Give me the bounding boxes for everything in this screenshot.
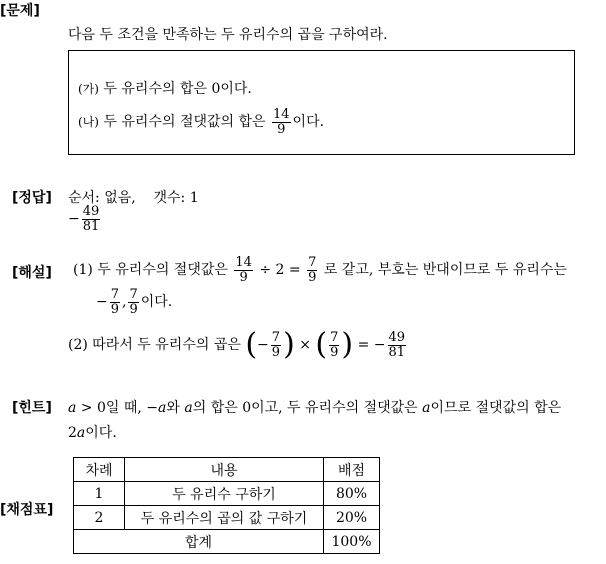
answer-sign: − [68,211,80,228]
table-total-row [74,530,380,554]
hint-label: [힌트] [12,400,52,416]
condition-1-text: 두 유리수의 합은 0이다. [103,81,252,97]
answer-value [68,205,102,233]
header-score: 배점 [324,458,380,482]
step2-fraction-b: $\frac{7}{9}$ [330,329,339,360]
condition-2 [78,108,324,136]
hint-line1: a > 0일 때, −a와 a의 합은 0이고, 두 유리수의 절댓값은 a이므로 절댓값의 합은 [68,400,562,416]
answer-line: 순서: 없음, 갯수: 1 [68,190,199,206]
explanation-step1: (1) 두 유리수의 절댓값은 $\frac{14}{9}$ ÷ 2 = $\frac{7}{9}$ 로 같고, 부호는 반대이므로 두 유리수는 [73,255,567,285]
condition-1 [78,78,252,98]
problem-text: 다음 두 조건을 만족하는 두 유리수의 곱을 구하여라. [68,27,388,43]
condition-1-marker: (가) [78,82,99,96]
total-label: 합계 [74,530,324,554]
hint-line2: 2a이다. [68,425,117,441]
condition-2-fraction: $\frac{14}{9}$ [273,107,290,137]
answer-fraction: $\frac{49}{81}$ [82,204,100,234]
step1-fraction-c: $\frac{7}{9}$ [110,287,120,317]
scoring-table [73,457,380,554]
answer-label: [정답] [12,190,52,206]
header-no: 차례 [74,458,125,482]
condition-2-marker: (나) [78,115,99,130]
explanation-label: [해설] [12,265,52,281]
step1-fraction-a: $\frac{14}{9}$ [235,255,252,285]
explanation-step1-cont: − $\frac{7}{9}$ , $\frac{7}{9}$ 이다. [96,287,173,317]
step2-fraction-a: $\frac{7}{9}$ [271,329,281,360]
step1-fraction-d: $\frac{7}{9}$ [129,287,138,317]
header-content: 내용 [125,458,324,482]
table-row: 2 두 유리수의 곱의 값 구하기 20% [74,506,380,530]
scoring-label: [채점표] [0,502,54,518]
condition-2-end: 이다. [292,114,325,131]
total-score: 100% [324,530,380,554]
conditions-box [68,50,575,155]
explanation-step2: (2) 따라서 두 유리수의 곱은 (− $\frac{7}{9}$ ) × ( $\frac{7}{9}$ ) = − $\frac{49}{81}$ [68,327,406,362]
problem-label: [문제] [0,3,40,19]
table-row: 1 두 유리수 구하기 80% [74,482,380,506]
step2-fraction-result: $\frac{49}{81}$ [388,329,406,360]
table-header-row [74,458,380,482]
step1-fraction-b: $\frac{7}{9}$ [308,255,317,285]
condition-2-text: 두 유리수의 절댓값의 합은 [103,114,266,131]
